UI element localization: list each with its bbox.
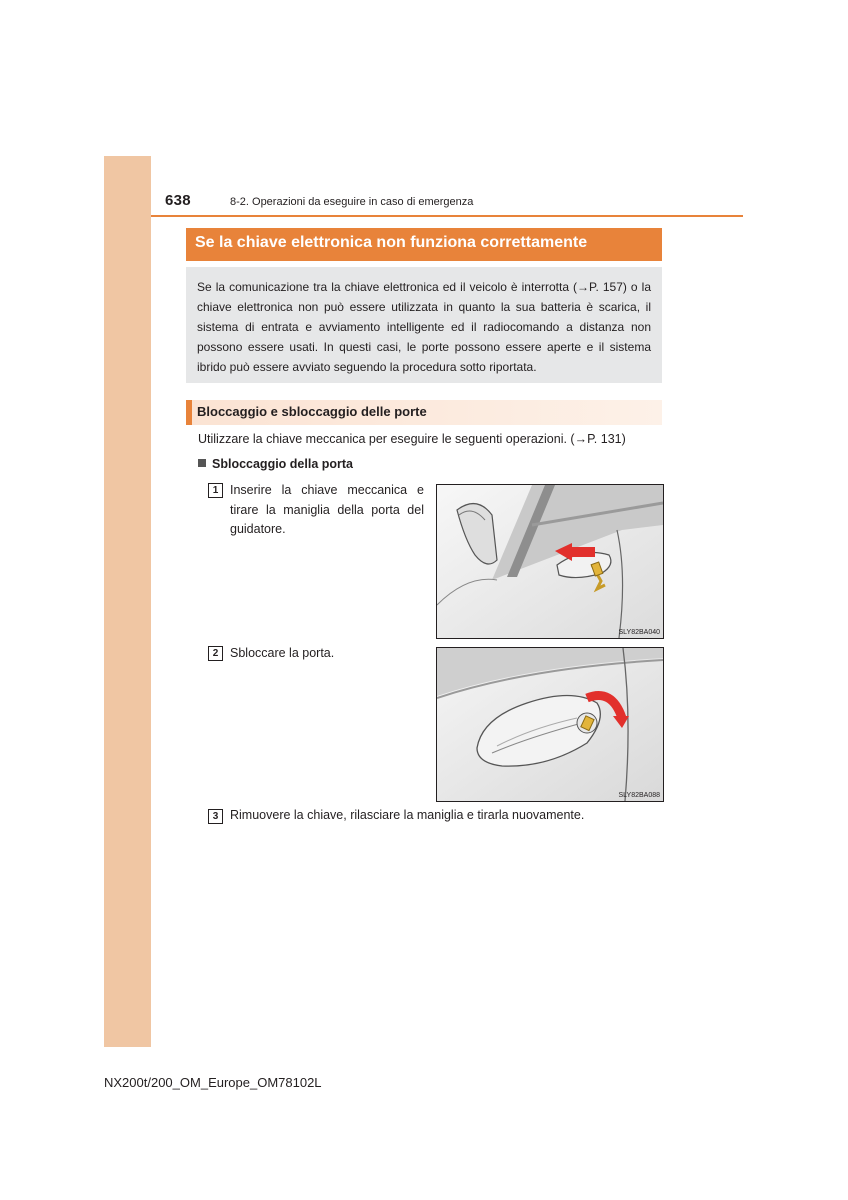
figure-insert-key (436, 484, 664, 639)
chapter-title: 8-2. Operazioni da eseguire in caso di emergenza (230, 196, 474, 208)
instruction-text: Utilizzare la chiave meccanica per eseguire le seguenti operazioni. (→P. 131) (198, 432, 626, 446)
subsection-title-bar (186, 400, 662, 425)
figure-code: SLY82BA088 (618, 792, 660, 799)
bullet-square-icon (198, 459, 206, 467)
page-number: 638 (165, 192, 191, 209)
intro-box (186, 267, 662, 383)
step-text-1: Inserire la chiave meccanica e tirare la maniglia della porta del guidatore. (230, 483, 424, 536)
figure-unlock-door (436, 647, 664, 802)
step-text-3: Rimuovere la chiave, rilasciare la maniglia e tirarla nuovamente. (230, 808, 585, 822)
step-number-3: 3 (208, 809, 223, 824)
section-title: Se la chiave elettronica non funziona correttamente (186, 228, 662, 261)
sidebar-thumb-tab (104, 156, 151, 1047)
step-text-2: Sbloccare la porta. (230, 646, 335, 660)
bullet-heading (198, 457, 353, 471)
header-divider (151, 215, 743, 217)
step-number-1: 1 (208, 483, 223, 498)
figure-code: SLY82BA040 (618, 629, 660, 636)
step-number-2: 2 (208, 646, 223, 661)
footer-document-code: NX200t/200_OM_Europe_OM78102L (104, 1075, 322, 1090)
car-door-handle-illustration (437, 485, 663, 638)
bullet-heading-label: Sbloccaggio della porta (212, 457, 353, 471)
subsection-title: Bloccaggio e sbloccaggio delle porte (197, 404, 427, 419)
door-handle-closeup-illustration (437, 648, 663, 801)
intro-text: Se la comunicazione tra la chiave elettronica ed il veicolo è interrotta (→P. 157) o la chiave elettronica non può essere utilizzata in quanto la sua batteria è scarica, il sistema di entrata e avviamento intelligente ed il radiocomando a distanza non possono essere usati. In questi casi, le porte possono essere aperte e il sistema ibrido può essere avviato seguendo la procedura sotto riportata. (197, 280, 651, 374)
